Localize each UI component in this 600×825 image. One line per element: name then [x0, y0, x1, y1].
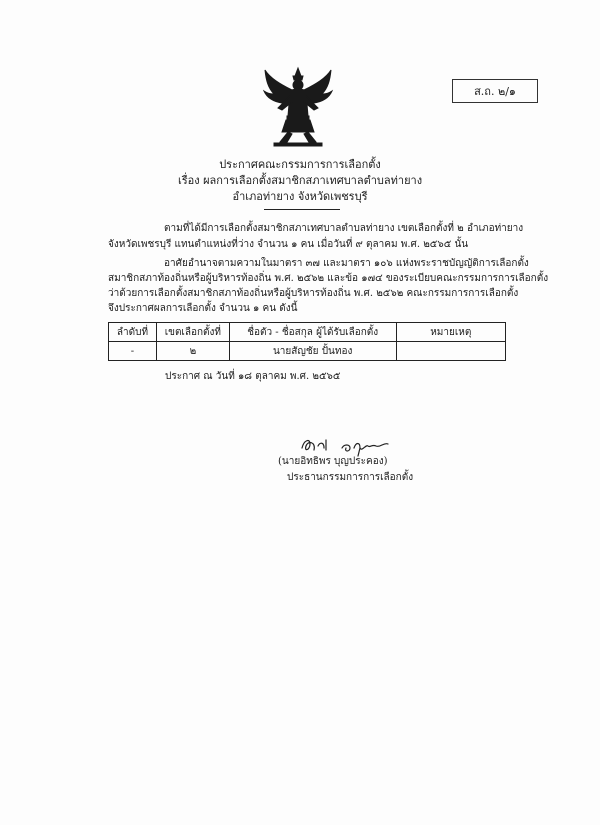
garuda-emblem-icon: [262, 66, 334, 148]
cell-name: นายสัญชัย ปั้นทอง: [229, 342, 396, 361]
column-header-name: ชื่อตัว - ชื่อสกุล ผู้ได้รับเลือกตั้ง: [229, 323, 396, 342]
column-header-district: เขตเลือกตั้งที่: [156, 323, 229, 342]
announcement-heading: ประกาศคณะกรรมการการเลือกตั้ง: [219, 158, 381, 171]
paragraph-2-line-3: ว่าด้วยการเลือกตั้งสมาชิกสภาท้องถิ่นหรือผู้บริหารท้องถิ่น พ.ศ. ๒๕๖๒ คณะกรรมการการเลือกตั้ง: [108, 288, 519, 299]
announcement-location: อำเภอท่ายาง จังหวัดเพชรบุรี: [232, 190, 368, 203]
heading-divider: [264, 209, 340, 210]
announcement-subject: เรื่อง ผลการเลือกตั้งสมาชิกสภาเทศบาลตำบลท่ายาง: [177, 174, 423, 187]
cell-district: ๒: [156, 342, 229, 361]
paragraph-1-line-1: ตามที่ได้มีการเลือกตั้งสมาชิกสภาเทศบาลตำบลท่ายาง เขตเลือกตั้งที่ ๒ อำเภอท่ายาง: [164, 223, 524, 234]
election-results-table: [108, 322, 506, 361]
announcement-date: ประกาศ ณ วันที่ ๑๘ ตุลาคม พ.ศ. ๒๕๖๕: [165, 371, 341, 382]
column-header-remarks: หมายเหตุ: [396, 323, 505, 342]
signatory-name: (นายอิทธิพร บุญประคอง): [278, 456, 388, 467]
paragraph-2-line-1: อาศัยอำนาจตามความในมาตรา ๓๗ และมาตรา ๑๐๖ แห่งพระราชบัญญัติการเลือกตั้ง: [164, 258, 529, 269]
paragraph-1-line-2: จังหวัดเพชรบุรี แทนตำแหน่งที่ว่าง จำนวน ๑ คน เมื่อวันที่ ๙ ตุลาคม พ.ศ. ๒๕๖๕ นั้น: [108, 239, 469, 250]
form-code-box: [452, 79, 538, 103]
paragraph-2-line-4: จึงประกาศผลการเลือกตั้ง จำนวน ๑ คน ดังนี้: [108, 303, 298, 314]
cell-remarks: [396, 342, 505, 361]
form-code: ส.ถ. ๒/๑: [474, 85, 516, 98]
cell-order: -: [109, 342, 157, 361]
table-row: [109, 342, 506, 361]
column-header-order: ลำดับที่: [109, 323, 157, 342]
signatory-position: ประธานกรรมการการเลือกตั้ง: [287, 472, 414, 483]
table-header-row: [109, 323, 506, 342]
paragraph-2-line-2: สมาชิกสภาท้องถิ่นหรือผู้บริหารท้องถิ่น พ.ศ. ๒๕๖๒ และข้อ ๑๗๔ ของระเบียบคณะกรรมการการเลือกตั้ง: [108, 273, 549, 284]
